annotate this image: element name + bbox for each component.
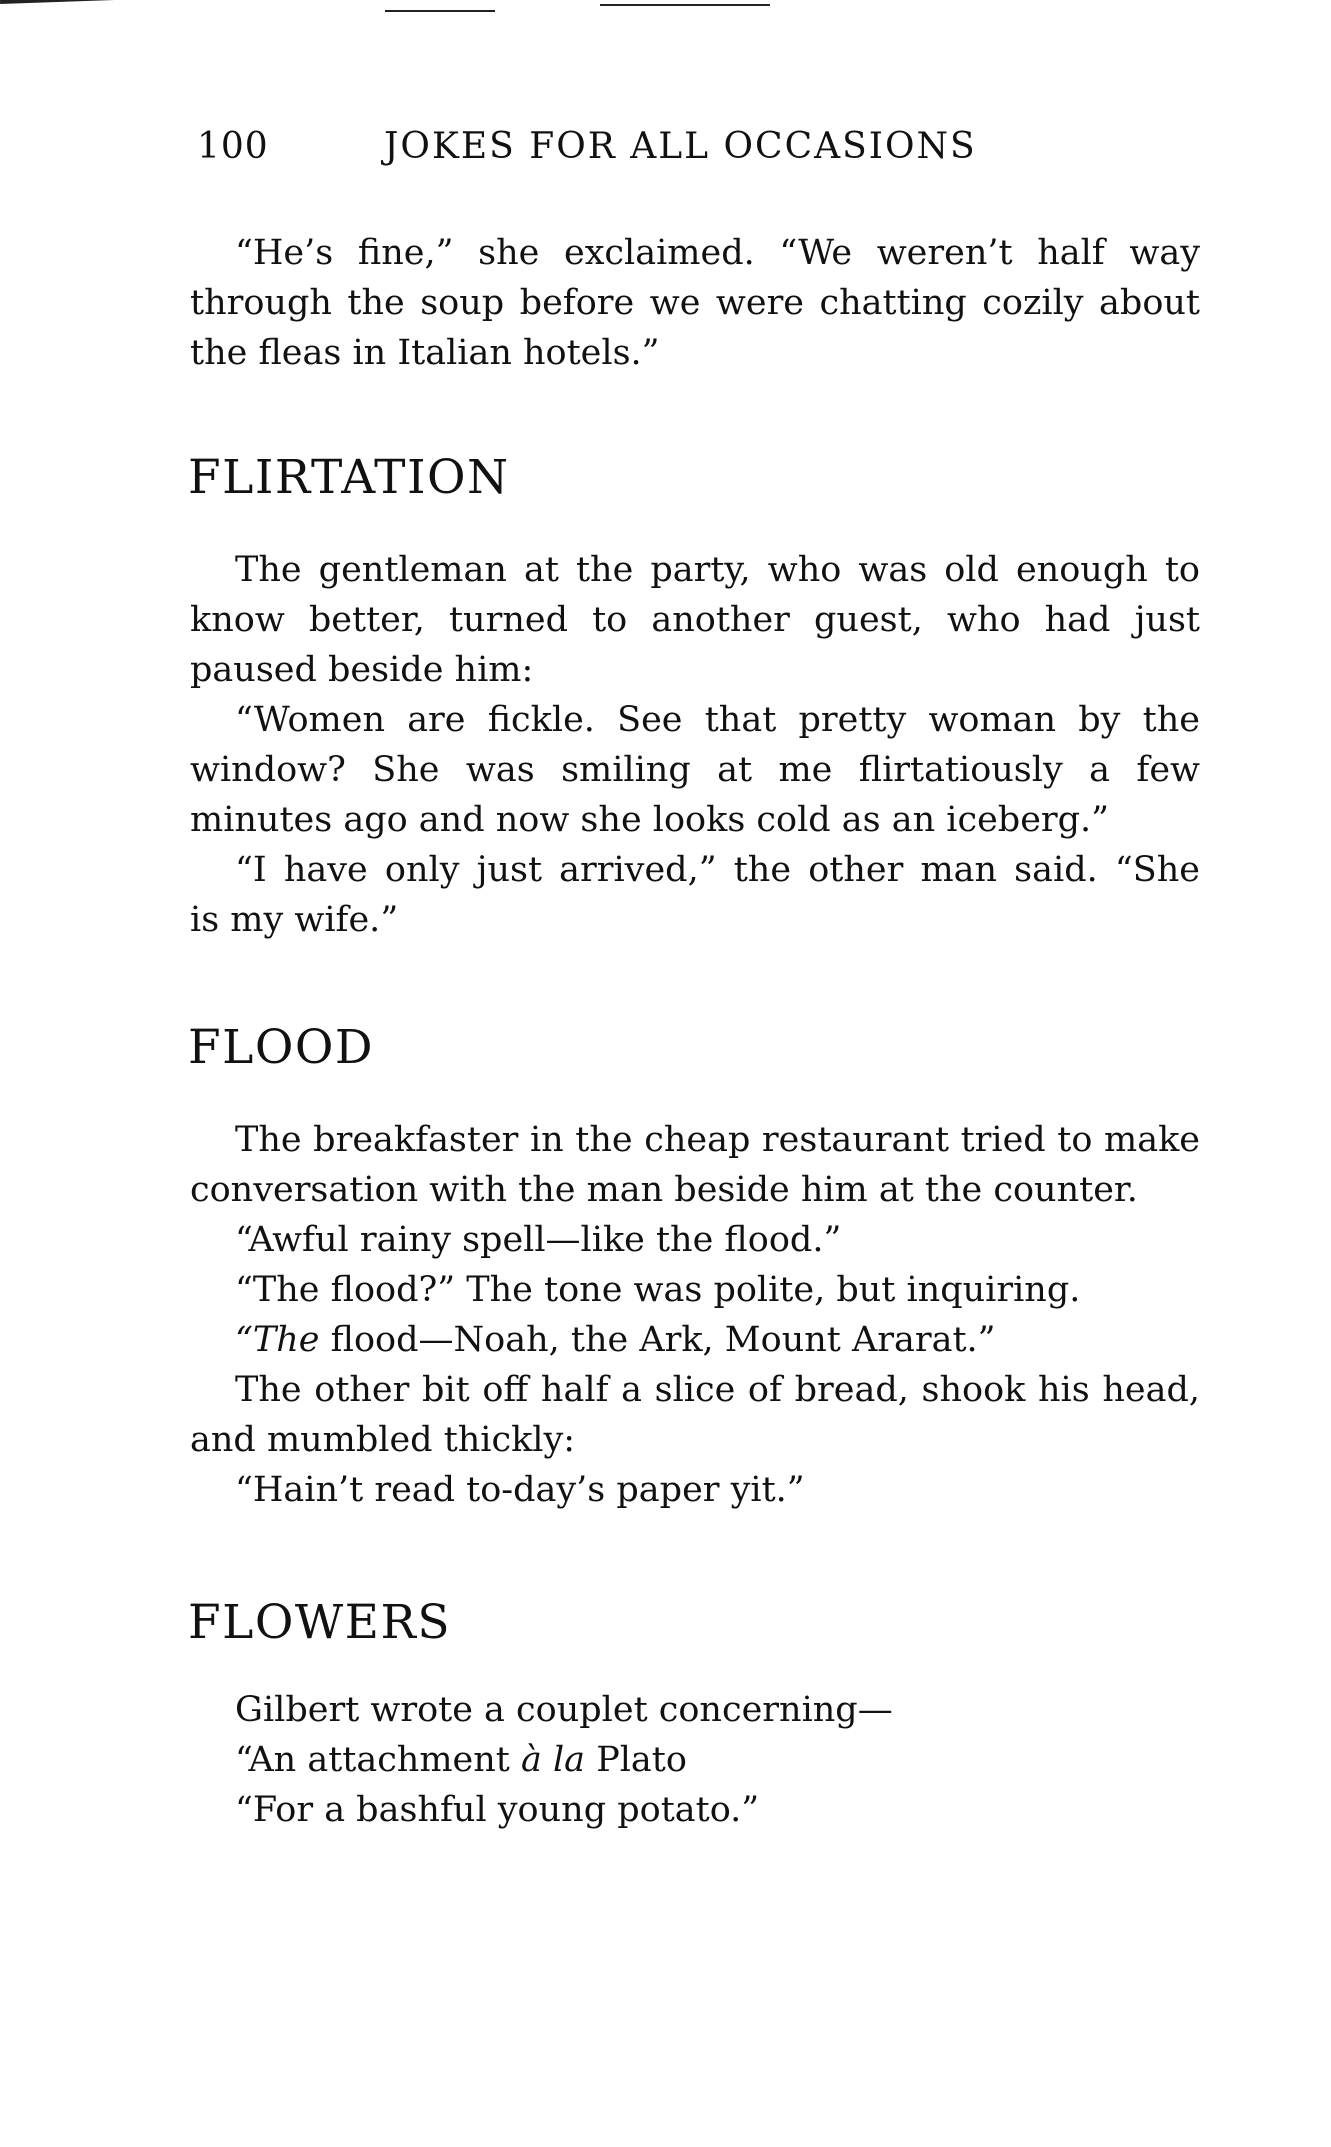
text-line: is my wife.” — [190, 900, 399, 940]
section-heading-flowers: FLOWERS — [188, 1595, 452, 1650]
text-line: conversation with the man beside him at the counter. — [190, 1170, 1138, 1210]
text-line — [235, 1315, 1200, 1365]
text-line: know better, turned to another guest, who had just — [190, 600, 1200, 640]
text-run: “An attachment — [235, 1740, 510, 1780]
text-line: “Women are fickle. See that pretty woman by the — [235, 700, 1200, 740]
text-line: and mumbled thickly: — [190, 1420, 576, 1460]
text-line: Gilbert wrote a couplet concerning— — [235, 1690, 893, 1730]
text-run: Plato — [596, 1740, 687, 1780]
scan-edge-mark — [0, 0, 240, 4]
text-line: through the soup before we were chatting cozily about — [190, 283, 1200, 323]
italic-emphasis: “The — [235, 1320, 320, 1360]
running-title: JOKES FOR ALL OCCASIONS — [384, 126, 977, 167]
text-line: window? She was smiling at me flirtatiously a few — [190, 750, 1200, 790]
running-header — [197, 126, 1017, 170]
page-number: 100 — [197, 126, 269, 167]
text-line — [235, 1735, 1200, 1785]
section-heading-flirtation: FLIRTATION — [188, 450, 510, 505]
italic-emphasis: à la — [520, 1740, 586, 1780]
text-line: The other bit off half a slice of bread, shook his head, — [235, 1370, 1200, 1410]
section-heading-flood: FLOOD — [188, 1020, 375, 1075]
text-line: “For a bashful young potato.” — [235, 1790, 760, 1830]
text-line: the fleas in Italian hotels.” — [190, 333, 660, 373]
text-line: The gentleman at the party, who was old enough to — [235, 550, 1200, 590]
text-line: “He’s fine,” she exclaimed. “We weren’t half way — [235, 233, 1200, 273]
text-line: “I have only just arrived,” the other man said. “She — [235, 850, 1200, 890]
text-run: flood—Noah, the Ark, Mount Ararat.” — [330, 1320, 996, 1360]
text-line: “Hain’t read to-day’s paper yit.” — [235, 1470, 805, 1510]
text-line: “Awful rainy spell—like the flood.” — [235, 1220, 842, 1260]
text-line: The breakfaster in the cheap restaurant tried to make — [235, 1120, 1200, 1160]
scan-edge-mark — [385, 10, 495, 12]
text-line: minutes ago and now she looks cold as an iceberg.” — [190, 800, 1110, 840]
scan-edge-mark — [600, 4, 770, 6]
text-line: paused beside him: — [190, 650, 534, 690]
text-line: “The flood?” The tone was polite, but inquiring. — [235, 1270, 1081, 1310]
